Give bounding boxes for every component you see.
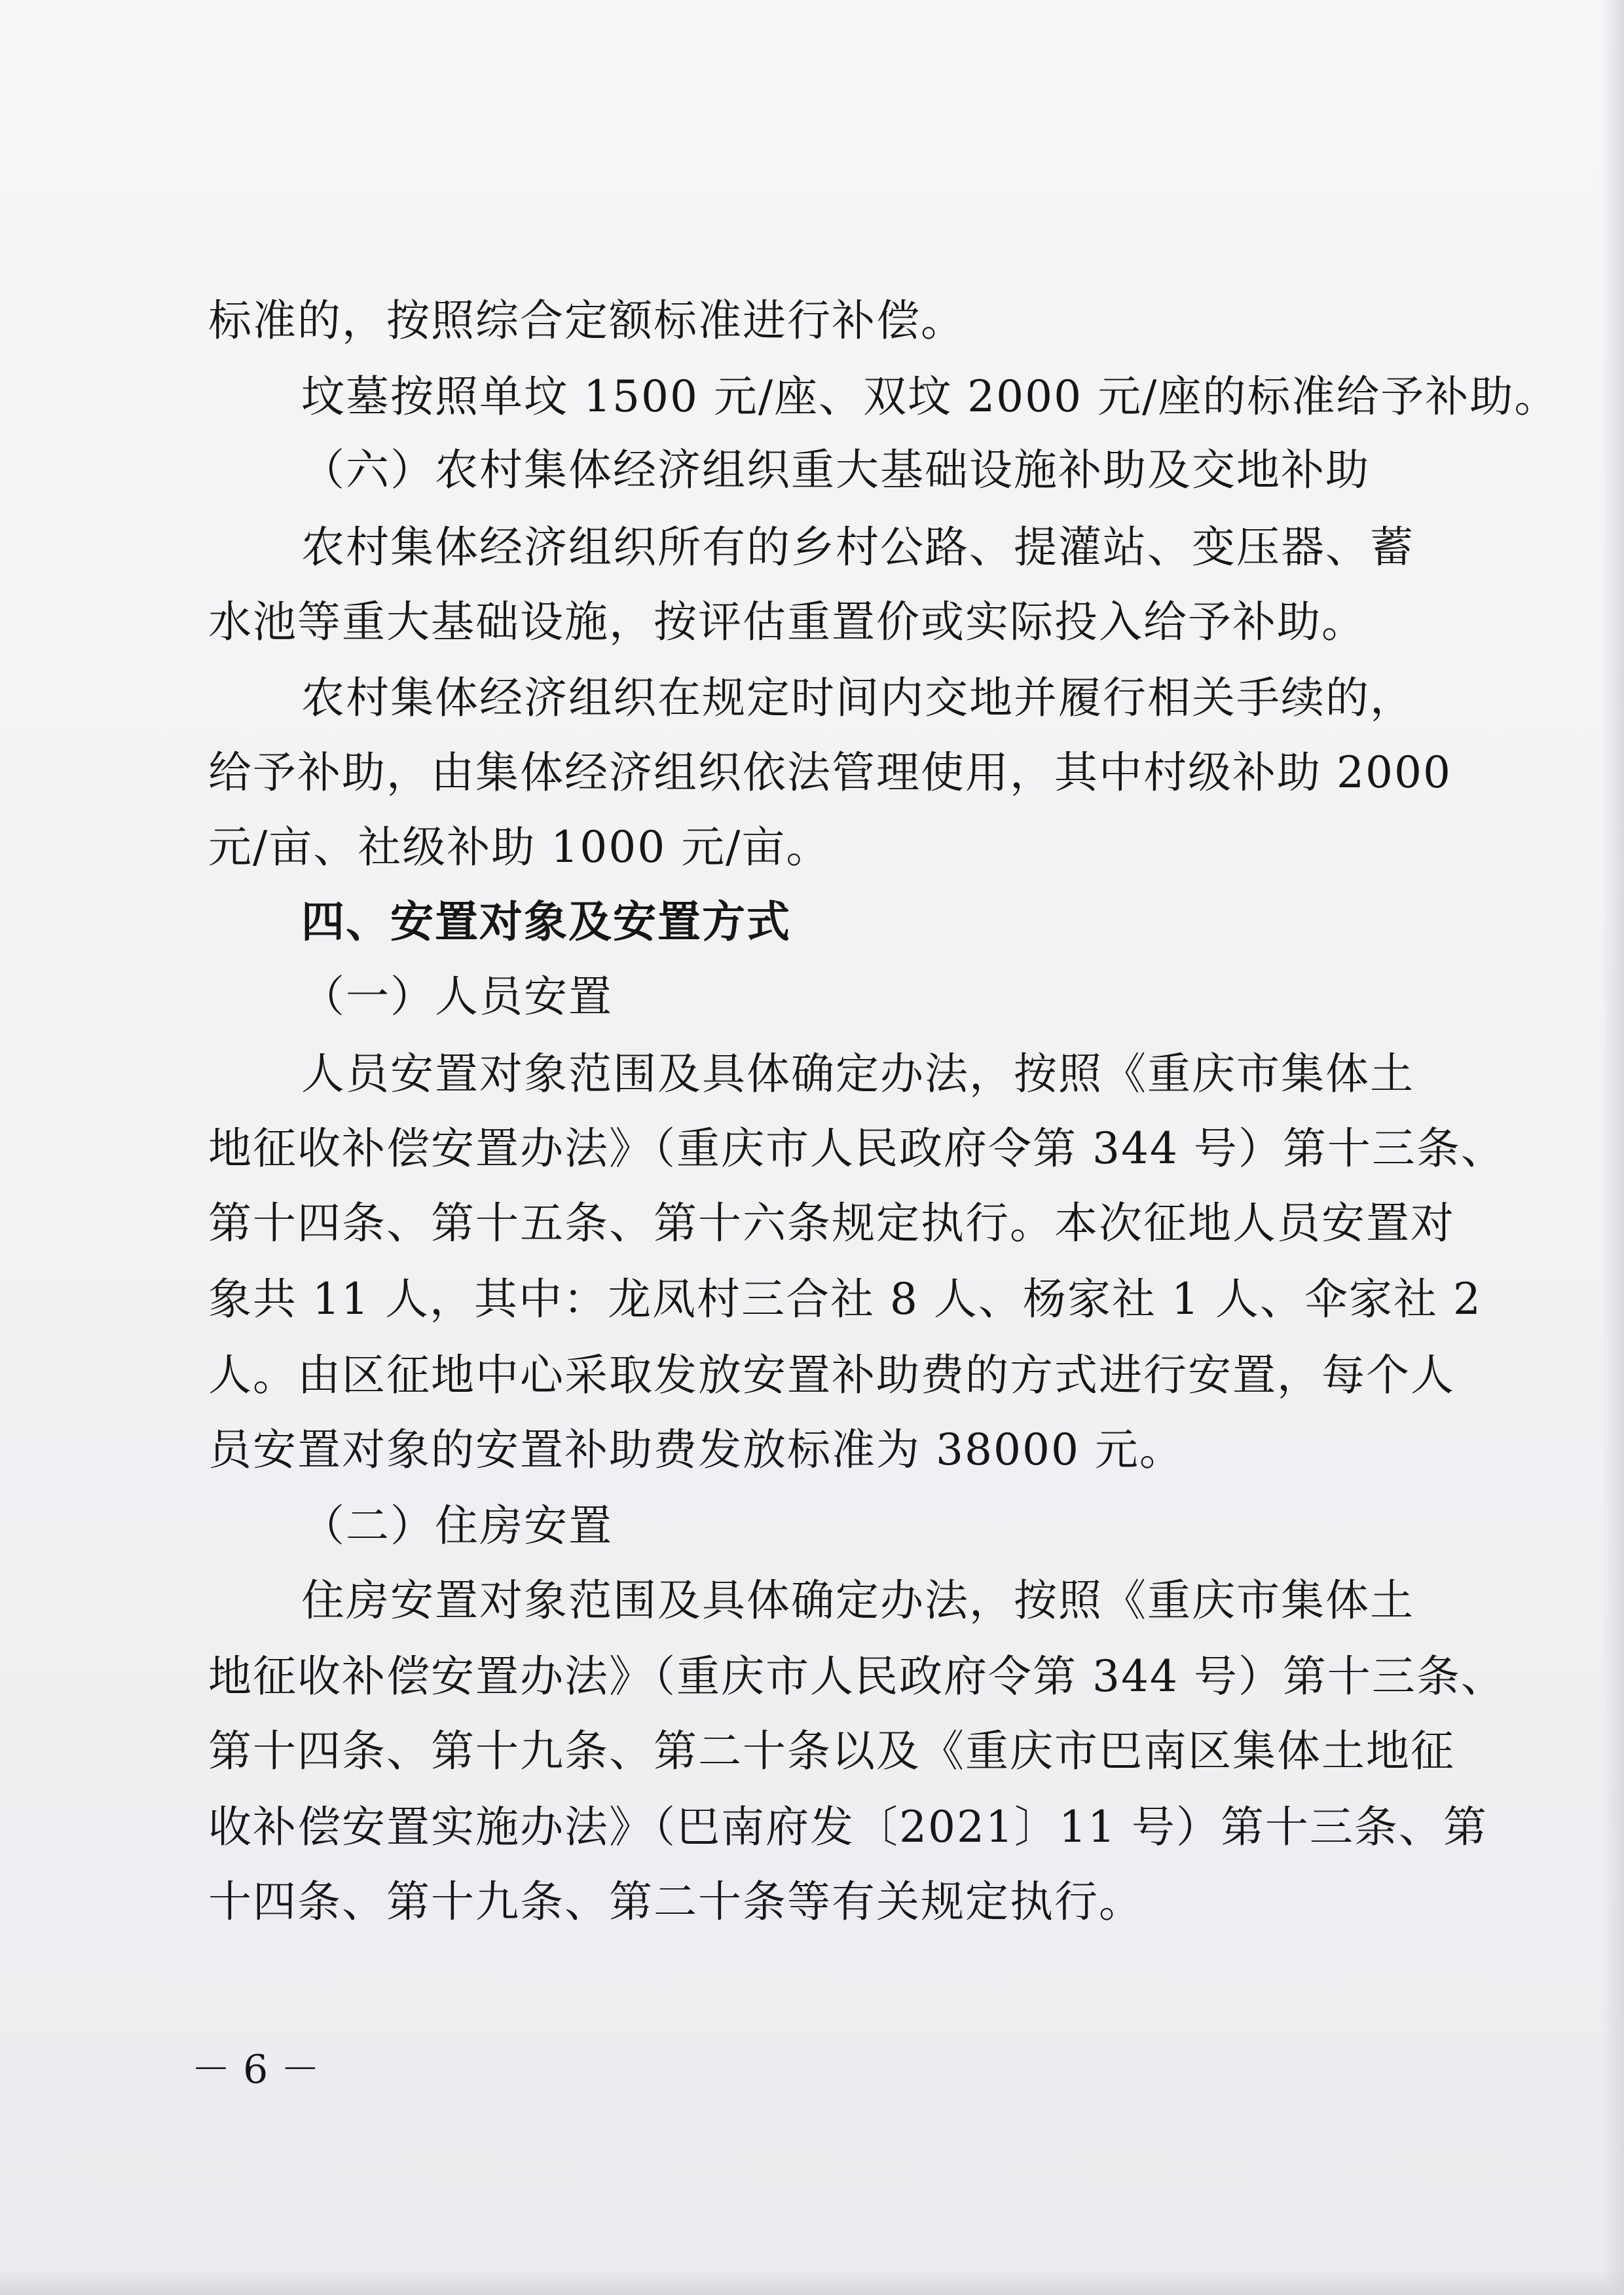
paragraph-line: 地征收补偿安置办法》（重庆市人民政府令第 344 号）第十三条、 <box>208 1123 1505 1174</box>
scan-edge-right <box>1602 0 1624 2295</box>
section-subheading: （一）人员安置 <box>301 971 613 1022</box>
paragraph-line: 第十四条、第十五条、第十六条规定执行。本次征地人员安置对 <box>208 1198 1455 1248</box>
section-subheading: （二）住房安置 <box>301 1501 613 1551</box>
paragraph-line: 人员安置对象范围及具体确定办法，按照《重庆市集体土 <box>301 1049 1414 1099</box>
section-heading: 四、安置对象及安置方式 <box>301 897 791 947</box>
paragraph-line: 地征收补偿安置办法》（重庆市人民政府令第 344 号）第十三条、 <box>208 1651 1505 1702</box>
paragraph-line: 象共 11 人，其中：龙凤村三合社 8 人、杨家社 1 人、伞家社 2 <box>208 1274 1482 1324</box>
scan-edge-bottom <box>0 2269 1624 2295</box>
paragraph-line: 给予补助，由集体经济组织依法管理使用，其中村级补助 2000 <box>208 747 1452 798</box>
section-subheading: （六）农村集体经济组织重大基础设施补助及交地补助 <box>301 445 1370 495</box>
paragraph-line: 第十四条、第十九条、第二十条以及《重庆市巴南区集体土地征 <box>208 1726 1455 1776</box>
paragraph-line: 元/亩、社级补助 1000 元/亩。 <box>208 822 831 872</box>
paragraph-line: 坟墓按照单坟 1500 元/座、双坟 2000 元/座的标准给予补助。 <box>301 371 1559 422</box>
page-number: － 6 － <box>191 2047 320 2093</box>
paragraph-line: 住房安置对象范围及具体确定办法，按照《重庆市集体土 <box>301 1575 1414 1626</box>
paragraph-line: 水池等重大基础设施，按评估重置价或实际投入给予补助。 <box>208 597 1366 647</box>
paragraph-line: 人。由区征地中心采取发放安置补助费的方式进行安置，每个人 <box>208 1350 1455 1400</box>
paragraph-line: 农村集体经济组织在规定时间内交地并履行相关手续的， <box>301 673 1414 723</box>
paragraph-line: 十四条、第十九条、第二十条等有关规定执行。 <box>208 1876 1143 1927</box>
paragraph-line: 标准的，按照综合定额标准进行补偿。 <box>208 295 965 346</box>
paragraph-line: 员安置对象的安置补助费发放标准为 38000 元。 <box>208 1425 1184 1475</box>
paragraph-line: 收补偿安置实施办法》（巴南府发〔2021〕11 号）第十三条、第 <box>208 1802 1488 1852</box>
paragraph-line: 农村集体经济组织所有的乡村公路、提灌站、变压器、蓄 <box>301 522 1414 572</box>
